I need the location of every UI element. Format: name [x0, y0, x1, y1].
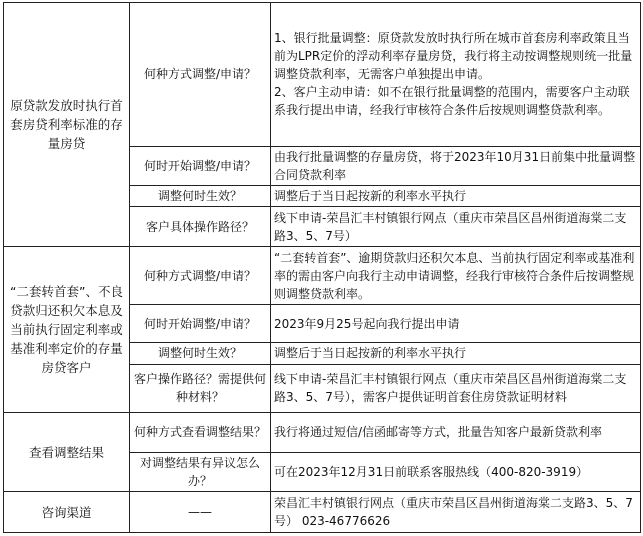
question-cell: 客户具体操作路径？: [130, 207, 271, 246]
answer-cell: “二套转首套”、逾期贷款归还积欠本息、当前执行固定利率或基准利率的需由客户向我行主动申请调整，经我行审核符合条件后按调整规则调整贷款利率。: [271, 246, 641, 305]
answer-cell: 由我行批量调整的存量房贷，将于2023年10月31日前集中批量调整合同贷款利率: [271, 146, 641, 185]
category-cell: 查看调整结果: [4, 412, 130, 492]
question-cell: ——: [130, 492, 271, 533]
question-cell: 对调整结果有异议怎么办？: [130, 453, 271, 492]
question-cell: 调整何时生效？: [130, 186, 271, 207]
answer-cell: [271, 3, 641, 147]
table-row: [4, 492, 641, 533]
category-cell: 咨询渠道: [4, 492, 130, 533]
answer-cell: 线下申请-荣昌汇丰村镇银行网点（重庆市荣昌区昌州街道海棠二支路3、5、7号），需客户提供证明首套住房贷款证明材料: [271, 365, 641, 413]
answer-cell: 调整后于当日起按新的利率水平执行: [271, 186, 641, 207]
answer-cell: 线下申请-荣昌汇丰村镇银行网点（重庆市荣昌区昌州街道海棠二支路3、5、7号）: [271, 207, 641, 246]
question-cell: 何时开始调整/申请？: [130, 146, 271, 185]
category-cell: 原贷款发放时执行首套房贷利率标准的存量房贷: [4, 3, 130, 247]
answer-cell: 荣昌汇丰村镇银行网点（重庆市荣昌区昌州街道海棠二支路3、5、7号） 023-46776626: [271, 492, 641, 533]
answer-cell: 调整后于当日起按新的利率水平执行: [271, 342, 641, 364]
answer-cell: 我行将通过短信/信函邮寄等方式，批量告知客户最新贷款利率: [271, 412, 641, 452]
question-cell: 何种方式调整/申请？: [130, 3, 271, 147]
question-cell: 调整何时生效？: [130, 342, 271, 364]
answer-cell: 可在2023年12月31日前联系客服热线（400-820-3919）: [271, 453, 641, 492]
question-cell: 何种方式调整/申请？: [130, 246, 271, 305]
mortgage-rate-adjustment-table: [3, 2, 641, 533]
answer-cell: 2023年9月25号起向我行提出申请: [271, 305, 641, 342]
category-cell: “二套转首套”、不良贷款归还积欠本息及当前执行固定利率或基准利率定价的存量房贷客户: [4, 246, 130, 412]
question-cell: 何时开始调整/申请？: [130, 305, 271, 342]
table-row: [4, 412, 641, 452]
table-row: [4, 246, 641, 305]
table-row: [4, 3, 641, 147]
question-cell: 客户操作路径？需提供何种材料？: [130, 365, 271, 413]
question-cell: 何种方式查看调整结果？: [130, 412, 271, 452]
answer-paragraph: 1、银行批量调整：原贷款发放时执行所在城市首套房利率政策且当前为LPR定价的浮动利率存量房贷，我行将主动按调整规则统一批量调整贷款利率，无需客户单独提出申请。: [274, 31, 633, 82]
answer-paragraph: 2、客户主动申请：如不在银行批量调整的范围内，需要客户主动联系我行提出申请，经我行审核符合条件后按规则调整贷款利率。: [274, 85, 630, 118]
